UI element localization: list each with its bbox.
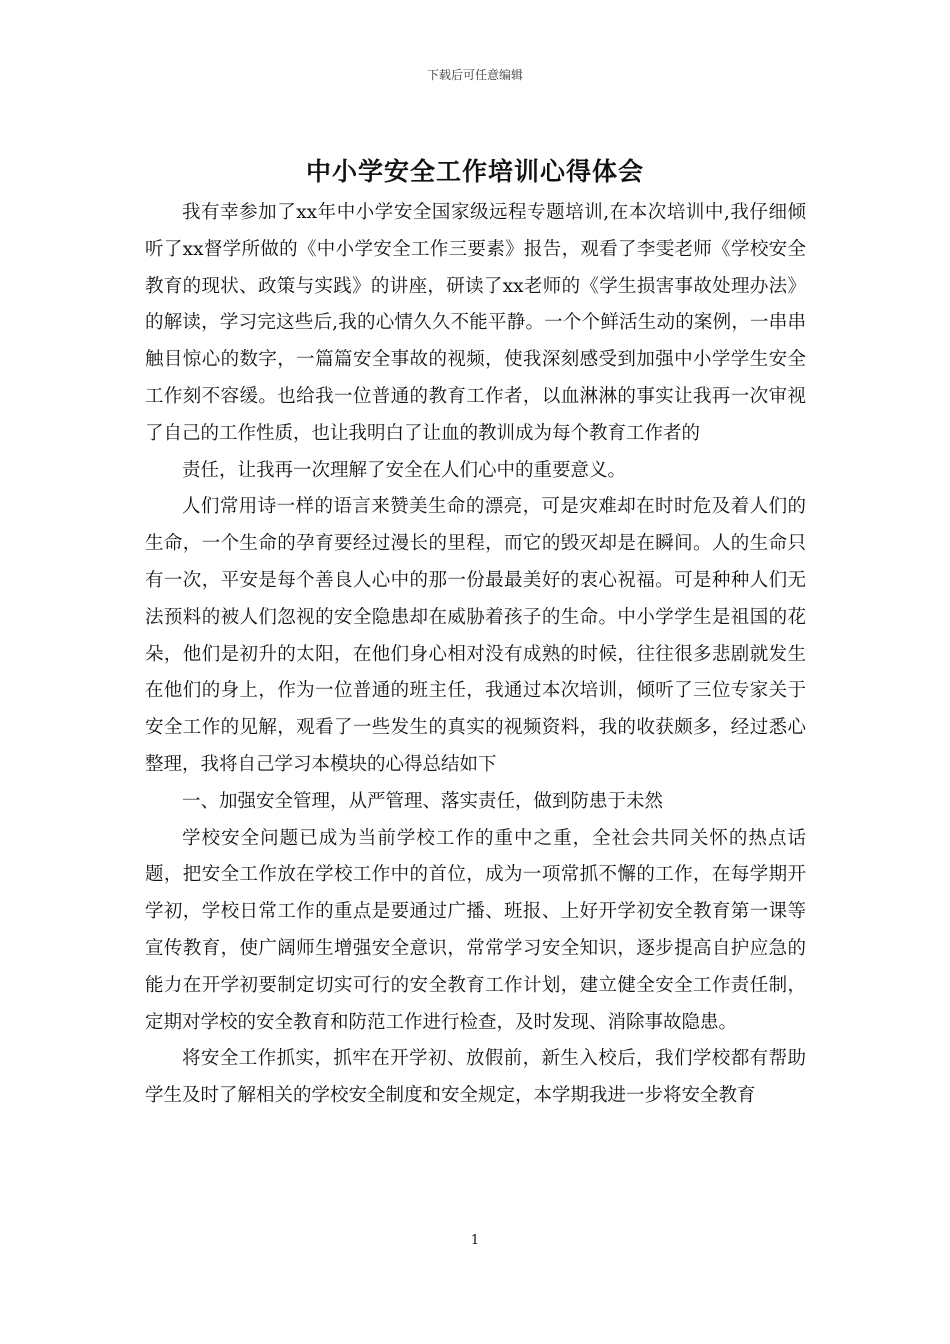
paragraph-life: 人们常用诗一样的语言来赞美生命的漂亮，可是灾难却在时时危及着人们的生命，一个生命的孕育要经过漫长的里程，而它的毁灭却是在瞬间。人的生命只有一次，平安是每个善良人心中的那一份最最美好的衷心祝福。可是种种人们无法预料的被人们忽视的安全隐患却在威胁着孩子的生命。中小学学生是祖国的花朵，他们是初升的太阳，在他们身心相对没有成熟的时候，往往很多悲剧就发生在他们的身上，作为一位普通的班主任，我通过本次培训，倾听了三位专家关于安全工作的见解，观看了一些发生的真实的视频资料，我的收获颇多，经过悉心整理，我将自己学习本模块的心得总结如下	[145, 496, 806, 775]
section-heading-1: 一、加强安全管理，从严管理、落实责任，做到防患于未然	[182, 790, 664, 812]
document-body	[145, 195, 806, 1115]
page-number: 1	[470, 1233, 480, 1248]
paragraph-responsibility: 责任，让我再一次理解了安全在人们心中的重要意义。	[182, 459, 627, 481]
paragraph-intro: 我有幸参加了xx年中小学安全国家级远程专题培训,在本次培训中,我仔细倾听了xx督学所做的《中小学安全工作三要素》报告，观看了李雯老师《学校安全教育的现状、政策与实践》的讲座，研读了xx老师的《学生损害事故处理办法》的解读，学习完这些后,我的心情久久不能平静。一个个鲜活生动的案例，一串串触目惊心的数字，一篇篇安全事故的视频，使我深刻感受到加强中小学学生安全工作刻不容缓。也给我一位普通的教育工作者，以血淋淋的事实让我再一次审视了自己的工作性质，也让我明白了让血的教训成为每个教育工作者的	[145, 202, 806, 444]
header-note: 下载后可任意编辑	[426, 68, 523, 82]
paragraph-implementation: 将安全工作抓实，抓牢在开学初、放假前，新生入校后，我们学校都有帮助学生及时了解相关的学校安全制度和安全规定，本学期我进一步将安全教育	[145, 1048, 806, 1107]
document-title: 中小学安全工作培训心得体会	[305, 157, 644, 186]
paragraph-management: 学校安全问题已成为当前学校工作的重中之重，全社会共同关怀的热点话题，把安全工作放在学校工作中的首位，成为一项常抓不懈的工作，在每学期开学初，学校日常工作的重点是要通过广播、班报、上好开学初安全教育第一课等宣传教育，使广阔师生增强安全意识，常常学习安全知识，逐步提高自护应急的能力在开学初要制定切实可行的安全教育工作计划，建立健全安全工作责任制，定期对学校的安全教育和防范工作进行检查，及时发现、消除事故隐患。	[145, 827, 806, 1033]
